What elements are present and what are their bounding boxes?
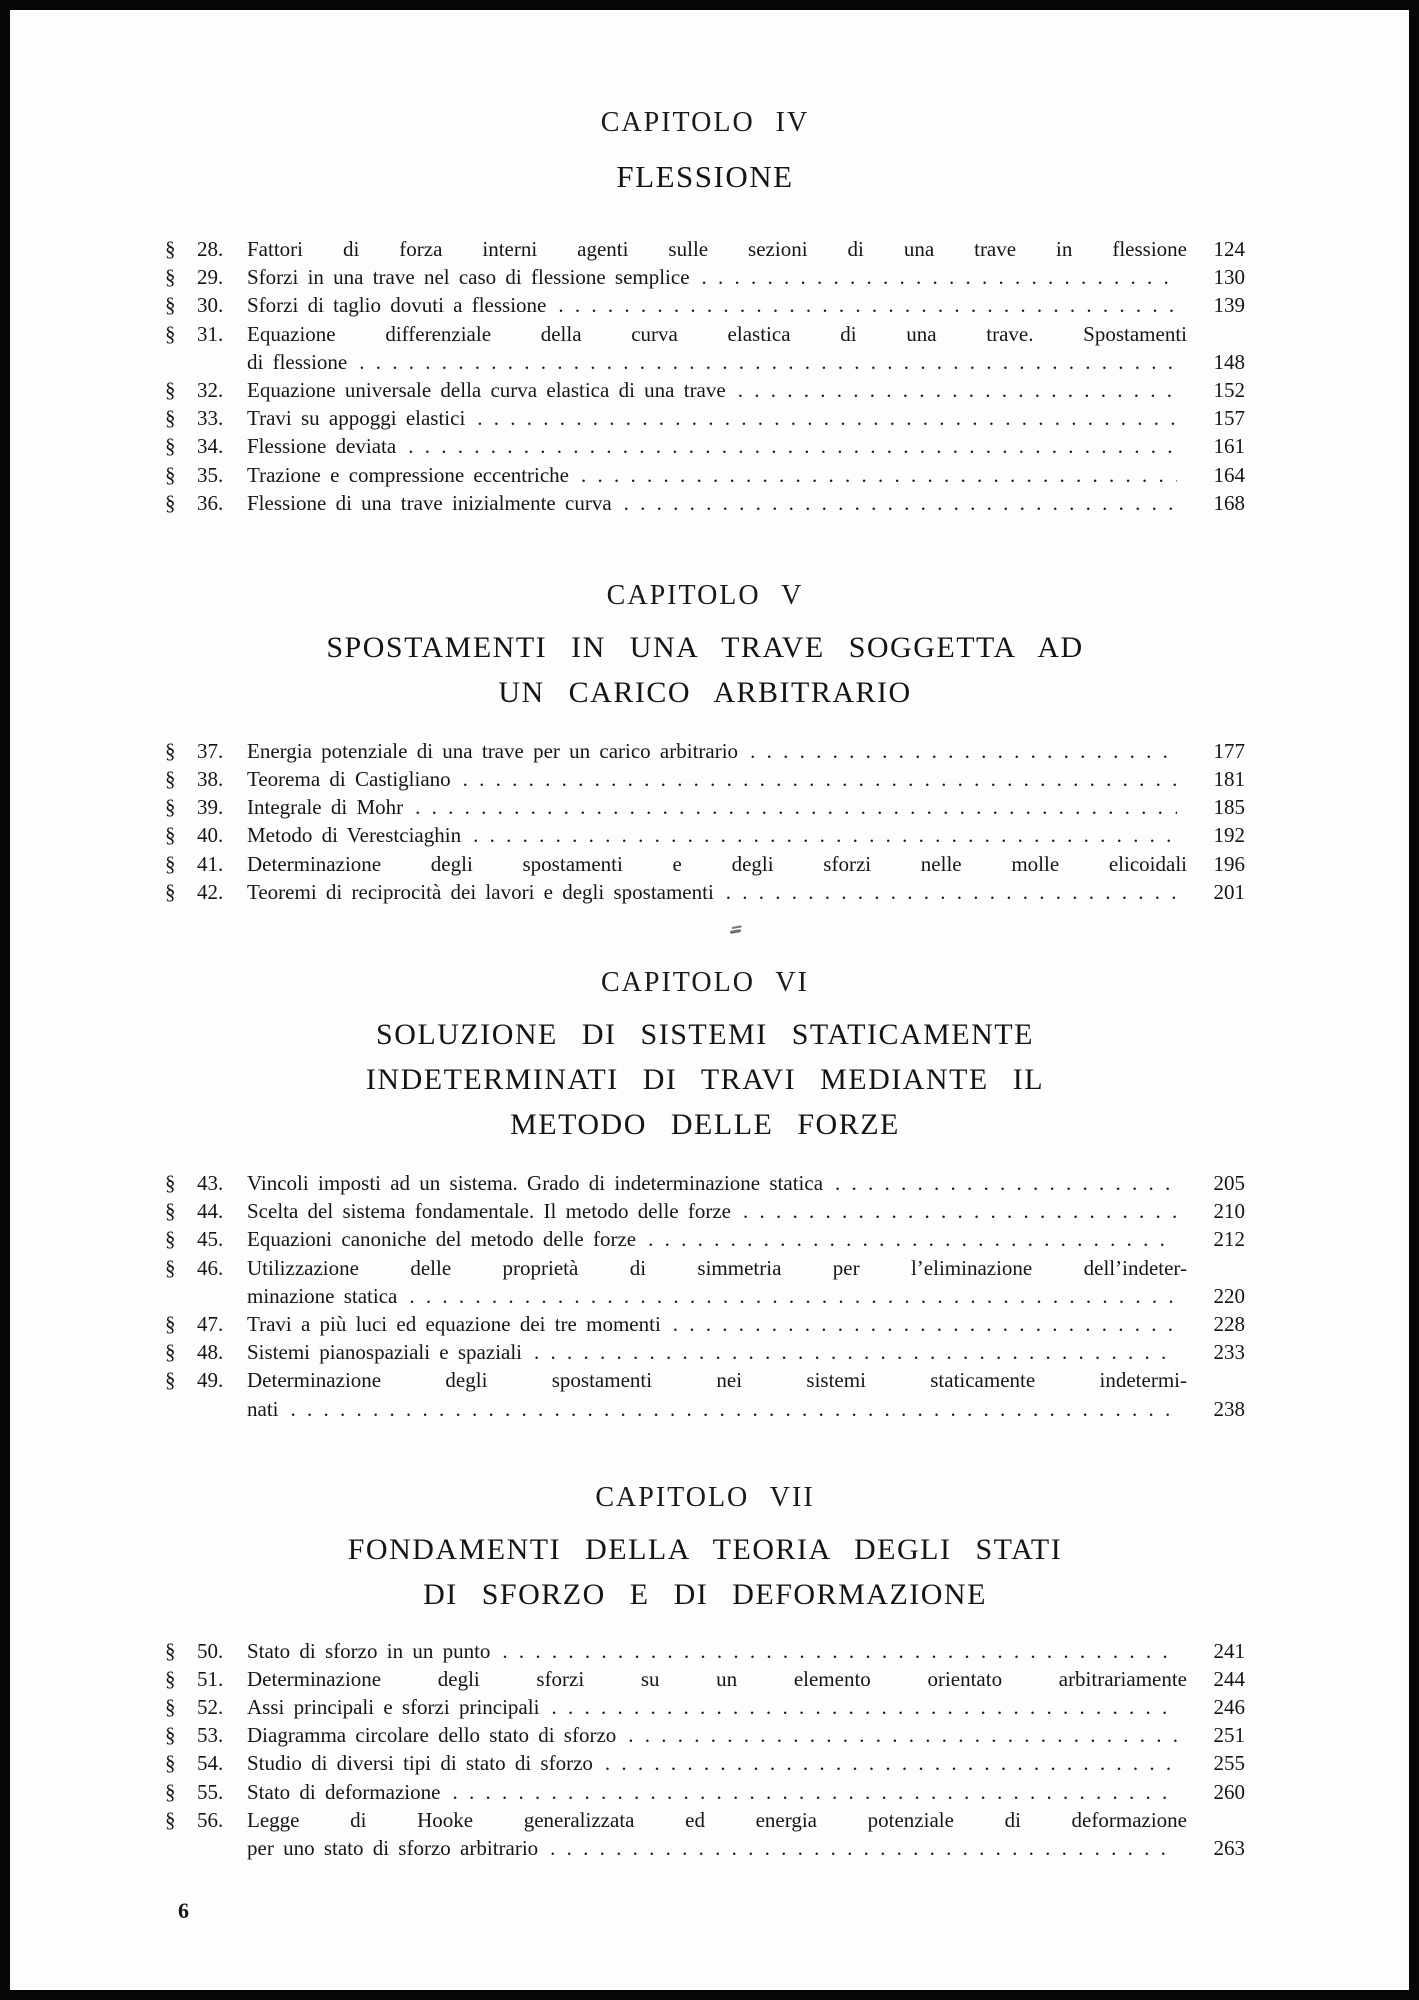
entry-number: 55. [197,1779,224,1804]
chapter-title-line: SPOSTAMENTI IN UNA TRAVE SOGGETTA AD [326,630,1084,664]
entry-page-number: 255 [1213,1751,1245,1776]
entry-title: Sistemi pianospaziali e spaziali [247,1340,523,1365]
dot-leader [473,821,1177,849]
section-sign: § [165,1695,176,1720]
entry-number: 51. [197,1666,224,1691]
chapter-section [165,579,1245,906]
dot-leader [415,793,1177,821]
section-sign: § [165,1368,176,1393]
toc-entry-line [165,376,1245,404]
entry-page-number: 164 [1213,462,1245,487]
entry-page-number: 260 [1213,1779,1245,1804]
entry-number: 49. [197,1368,224,1393]
entry-title: Determinazione degli sforzi su un elemento orientato arbitrariamente [247,1666,1187,1691]
entry-page-number: 251 [1213,1723,1245,1748]
chapter-title-line: DI SFORZO E DI DEFORMAZIONE [423,1577,987,1611]
entry-number: 42. [197,879,224,904]
entry-title: Determinazione degli spostamenti nei sistemi staticamente indetermi- [247,1368,1187,1393]
dot-leader [550,1834,1177,1862]
entry-title: Legge di Hooke generalizzata ed energia potenziale di deformazione [247,1807,1187,1832]
entry-title: Flessione di una trave inizialmente curva [247,490,612,515]
entry-title: Teoremi di reciprocità dei lavori e degli spostamenti [247,879,714,904]
entry-title: Assi principali e sforzi principali [247,1695,540,1720]
dot-leader [551,1693,1177,1721]
entry-title: Integrale di Mohr [247,795,404,820]
toc-entry-line [165,1721,1245,1749]
section-sign: § [165,1666,176,1691]
section-sign: § [165,1255,176,1280]
toc-entry-line [165,1665,1245,1693]
section-sign: § [165,1171,176,1195]
toc-entry-line [165,1834,1245,1862]
entry-page-number: 157 [1213,406,1245,431]
entry-number: 56. [197,1807,224,1832]
dot-leader [624,489,1177,517]
dot-leader [463,765,1177,793]
entry-title: Equazione universale della curva elastica di una trave [247,377,726,402]
toc-entry-line [165,1366,1245,1394]
entry-page-number: 181 [1213,767,1245,792]
toc-entry-line [165,291,1245,319]
entry-list [165,737,1245,906]
dot-leader [726,878,1177,906]
entry-page-number: 233 [1213,1340,1245,1365]
toc-entry-line [165,1310,1245,1338]
chapter-title-line: INDETERMINATI DI TRAVI MEDIANTE IL [365,1063,1045,1096]
toc-entry-line [165,432,1245,460]
entry-title: per uno stato di sforzo arbitrario [247,1836,539,1860]
entry-title: Equazione differenziale della curva elastica di una trave. Spostamenti [247,321,1187,346]
dot-leader [477,404,1177,432]
section-sign: § [165,1311,176,1336]
toc-entry-line [165,1395,1245,1423]
entry-page-number: 130 [1213,265,1245,290]
entry-title: Flessione deviata [247,434,397,459]
chapter-title [165,1527,1245,1617]
entry-number: 36. [197,490,224,515]
section-sign: § [165,851,176,876]
dot-leader [502,1637,1177,1665]
toc-entry-line [165,1806,1245,1834]
section-sign: § [165,1779,176,1804]
entry-title: Travi su appoggi elastici [247,406,466,431]
entry-title: Diagramma circolare dello stato di sforzo [247,1723,617,1748]
entry-page-number: 196 [1213,851,1245,876]
entry-page-number: 238 [1213,1396,1245,1421]
section-sign: § [165,490,176,515]
dot-leader [452,1778,1177,1806]
entry-number: 29. [197,265,224,290]
toc-entry-line [165,348,1245,376]
chapter-title [165,1012,1245,1147]
chapter-title [165,625,1245,715]
entry-number: 43. [197,1171,224,1195]
entry-page-number: 192 [1213,823,1245,848]
chapter-section [165,1481,1245,1863]
section-sign: § [165,434,176,459]
entry-page-number: 201 [1213,879,1245,904]
dot-leader [835,1169,1177,1197]
chapter-label: CAPITOLO IV [600,107,810,138]
dot-leader [534,1338,1177,1366]
dot-leader [581,461,1177,489]
entry-title: Vincoli imposti ad un sistema. Grado di indeterminazione statica [247,1171,824,1195]
entry-title: Scelta del sistema fondamentale. Il metodo delle forze [247,1199,731,1224]
chapter-label: CAPITOLO VI [601,967,809,998]
toc-entry-line [165,793,1245,821]
dot-leader [408,432,1177,460]
section-sign: § [165,795,176,820]
toc-entry-line [165,765,1245,793]
entry-title: Sforzi di taglio dovuti a flessione [247,293,547,318]
toc-entry-line [165,263,1245,291]
footer-page-number: 6 [178,1898,189,1923]
section-sign: § [165,406,176,431]
dot-leader [628,1721,1177,1749]
toc-entry-line [165,461,1245,489]
entry-page-number: 168 [1213,490,1245,515]
entry-number: 54. [197,1751,224,1776]
toc-entry-line [165,1225,1245,1253]
section-sign: § [165,237,176,261]
entry-number: 32. [197,377,224,402]
dot-leader [558,291,1177,319]
entry-page-number: 246 [1213,1695,1245,1720]
entry-title: minazione statica [247,1283,398,1308]
entry-number: 53. [197,1723,224,1748]
chapter-title-line: FLESSIONE [616,159,794,194]
section-sign: § [165,1340,176,1365]
chapter-section [165,106,1245,517]
entry-list [165,235,1245,517]
dot-leader [738,376,1177,404]
chapter-label: CAPITOLO VII [595,1481,815,1513]
toc-entry-line [165,1749,1245,1777]
entry-number: 48. [197,1340,224,1365]
dot-leader [648,1225,1177,1253]
entry-page-number: 244 [1213,1666,1245,1691]
dot-leader [743,1197,1177,1225]
dot-leader [702,263,1177,291]
section-sign: § [165,879,176,904]
section-sign: § [165,1199,176,1224]
entry-title: Trazione e compressione eccentriche [247,462,570,487]
table-of-contents [10,106,1409,1862]
entry-number: 28. [197,237,224,261]
entry-number: 33. [197,406,224,431]
entry-number: 30. [197,293,224,318]
toc-entry-line [165,737,1245,765]
entry-title: Travi a più luci ed equazione dei tre momenti [247,1311,661,1336]
dot-leader [291,1395,1178,1423]
chapter-title-line: UN CARICO ARBITRARIO [498,675,912,709]
section-sign: § [165,767,176,792]
toc-entry-line [165,878,1245,906]
toc-entry-line [165,320,1245,348]
entry-page-number: 177 [1213,738,1245,763]
toc-entry-line [165,850,1245,878]
entry-number: 44. [197,1199,224,1224]
entry-page-number: 161 [1213,434,1245,459]
toc-entry-line [165,404,1245,432]
section-sign: § [165,1638,176,1663]
chapter-title [165,154,1245,199]
entry-number: 31. [197,321,224,346]
entry-page-number: 210 [1213,1199,1245,1224]
entry-title: Stato di sforzo in un punto [247,1638,491,1663]
chapter-label: CAPITOLO V [606,579,804,611]
entry-list [165,1637,1245,1863]
entry-number: 34. [197,434,224,459]
entry-page-number: 212 [1213,1227,1245,1252]
toc-entry-line [165,1169,1245,1197]
entry-page-number: 139 [1213,293,1245,318]
entry-page-number: 152 [1213,377,1245,402]
section-sign: § [165,1227,176,1252]
entry-number: 47. [197,1311,224,1336]
section-sign: § [165,462,176,487]
entry-number: 52. [197,1695,224,1720]
section-sign: § [165,377,176,402]
entry-page-number: 148 [1213,349,1245,374]
toc-entry-line [165,1254,1245,1282]
entry-number: 38. [197,767,224,792]
entry-number: 50. [197,1638,224,1663]
toc-entry-line [165,1693,1245,1721]
entry-title: Stato di deformazione [247,1779,441,1804]
section-sign: § [165,738,176,763]
entry-page-number: 220 [1213,1283,1245,1308]
dot-leader [605,1749,1177,1777]
entry-title: Energia potenziale di una trave per un carico arbitrario [247,738,739,763]
toc-entry-line [165,235,1245,263]
dot-leader [359,348,1177,376]
entry-number: 45. [197,1227,224,1252]
entry-page-number: 185 [1213,795,1245,820]
toc-entry-line [165,1338,1245,1366]
toc-entry-line [165,1282,1245,1310]
section-sign: § [165,1723,176,1748]
entry-list [165,1169,1245,1423]
chapter-title-line: SOLUZIONE DI SISTEMI STATICAMENTE [376,1018,1034,1051]
entry-title: Sforzi in una trave nel caso di flessione semplice [247,265,690,290]
section-sign: § [165,823,176,848]
dot-leader [409,1282,1177,1310]
entry-page-number: 228 [1213,1311,1245,1336]
toc-entry-line [165,1637,1245,1665]
entry-title: Equazioni canoniche del metodo delle forze [247,1227,637,1252]
section-sign: § [165,321,176,346]
entry-title: Metodo di Verestciaghin [247,823,462,848]
entry-number: 40. [197,823,224,848]
entry-title: nati [247,1396,279,1421]
section-sign: § [165,265,176,290]
section-sign: § [165,293,176,318]
entry-number: 46. [197,1255,224,1280]
entry-page-number: 263 [1213,1836,1245,1860]
section-sign: § [165,1751,176,1776]
chapter-section [165,966,1245,1423]
entry-title: Fattori di forza interni agenti sulle sezioni di una trave in flessione [247,237,1187,261]
dot-leader [750,737,1177,765]
dot-leader [673,1310,1177,1338]
entry-title: Teorema di Castigliano [247,767,451,792]
entry-page-number: 205 [1213,1171,1245,1195]
toc-entry-line [165,489,1245,517]
entry-number: 37. [197,738,224,763]
chapter-title-line: METODO DELLE FORZE [510,1108,900,1141]
entry-title: Utilizzazione delle proprietà di simmetria per l’eliminazione dell’indeter- [247,1255,1187,1280]
chapter-title-line: FONDAMENTI DELLA TEORIA DEGLI STATI [347,1532,1063,1566]
entry-title: Determinazione degli spostamenti e degli sforzi nelle molle elicoidali [247,851,1187,876]
section-sign: § [165,1807,176,1832]
entry-number: 39. [197,795,224,820]
entry-title: Studio di diversi tipi di stato di sforzo [247,1751,593,1776]
entry-number: 41. [197,851,224,876]
toc-entry-line [165,821,1245,849]
toc-entry-line [165,1197,1245,1225]
entry-page-number: 124 [1213,237,1245,261]
entry-title: di flessione [247,349,348,374]
entry-page-number: 241 [1213,1638,1245,1663]
toc-entry-line [165,1778,1245,1806]
entry-number: 35. [197,462,224,487]
